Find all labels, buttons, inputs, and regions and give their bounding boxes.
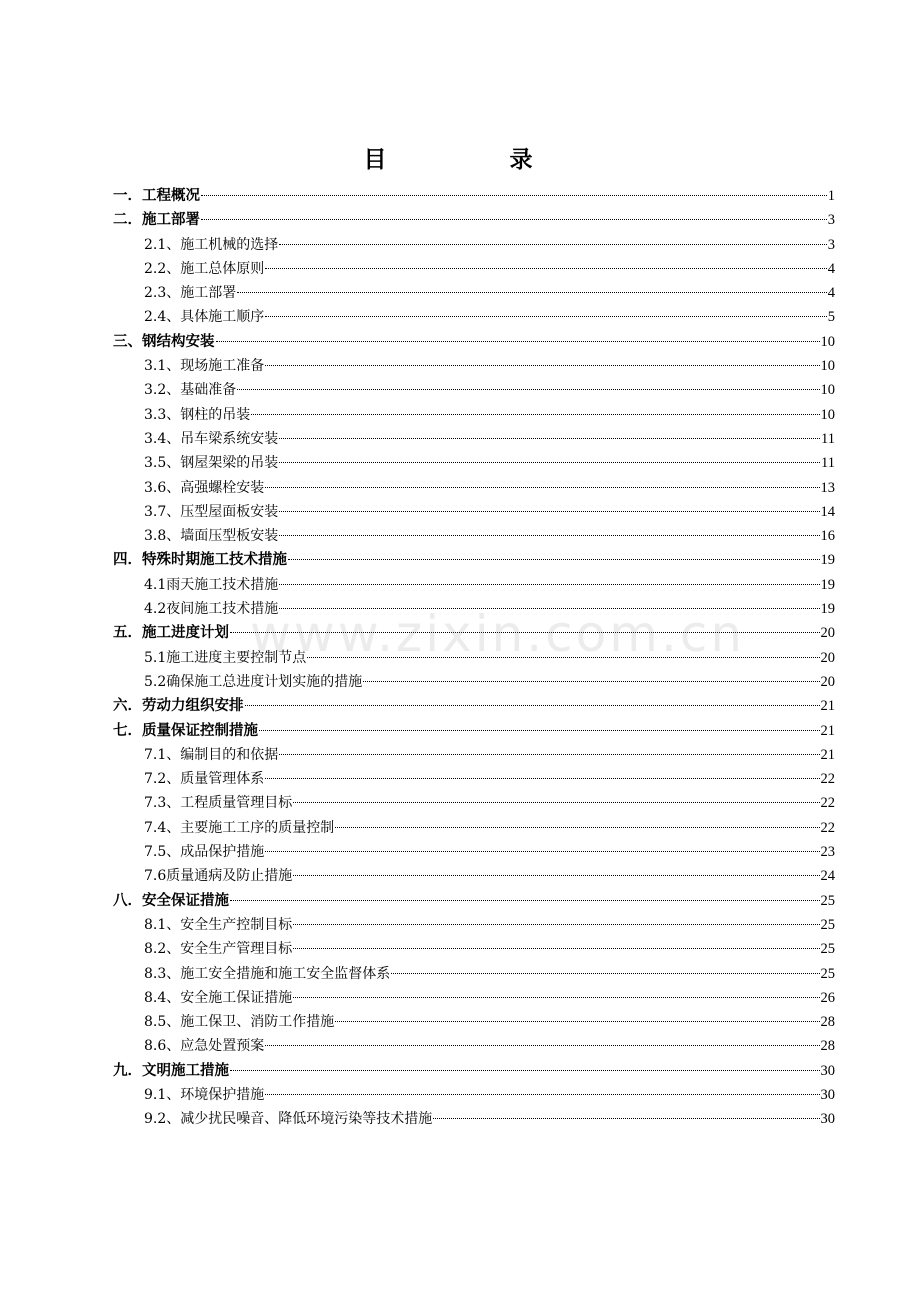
toc-entry-label: 7.6质量通病及防止措施 [144,868,293,885]
toc-dot-leader [335,1021,819,1022]
toc-section-entry[interactable] [113,451,835,475]
toc-page-number: 11 [821,430,835,447]
toc-page-number: 30 [820,1086,835,1103]
toc-page-number: 22 [820,795,835,812]
toc-entry-label: 7.3、工程质量管理目标 [144,795,293,812]
toc-page-number: 19 [820,601,835,618]
toc-section-entry[interactable] [113,257,835,281]
toc-entry-label: 四．特殊时期施工技术措施 [113,552,287,569]
toc-chapter-entry[interactable] [113,1059,835,1083]
toc-page-number: 14 [820,503,835,520]
toc-chapter-entry[interactable] [113,694,835,718]
toc-page-number: 25 [820,892,835,909]
toc-entry-label: 8.2、安全生产管理目标 [144,941,293,958]
toc-page-number: 4 [827,260,835,277]
toc-dot-leader [237,389,819,390]
toc-entry-label: 六．劳动力组织安排 [113,698,244,715]
toc-page-number: 20 [820,673,835,690]
toc-page-number: 19 [820,576,835,593]
toc-dot-leader [265,487,819,488]
toc-entry-label: 8.4、安全施工保证措施 [144,989,293,1006]
toc-page-number: 10 [820,382,835,399]
toc-page-number: 11 [821,455,835,472]
toc-entry-label: 八．安全保证措施 [113,892,229,909]
toc-entry-label: 七．质量保证控制措施 [113,722,258,739]
toc-entry-label: 8.1、安全生产控制目标 [144,916,293,933]
toc-section-entry[interactable] [113,864,835,888]
toc-page-number: 28 [820,1014,835,1031]
toc-dot-leader [265,268,826,269]
page-title: 目 录 [363,147,583,173]
toc-dot-leader [265,316,826,317]
toc-entry-label: 8.3、施工安全措施和施工安全监督体系 [144,965,391,982]
toc-section-entry[interactable] [113,1034,835,1058]
toc-page-number: 23 [820,844,835,861]
toc-section-entry[interactable] [113,646,835,670]
toc-page-number: 21 [820,722,835,739]
toc-entry-label: 九．文明施工措施 [113,1062,229,1079]
toc-entry-label: 3.1、现场施工准备 [144,358,265,375]
toc-dot-leader [391,973,819,974]
toc-section-entry[interactable] [113,816,835,840]
toc-dot-leader [237,292,826,293]
toc-page-number: 28 [820,1038,835,1055]
toc-dot-leader [293,924,819,925]
toc-entry-label: 3.6、高强螺栓安装 [144,479,265,496]
toc-page-number: 21 [820,746,835,763]
toc-entry-label: 三、钢结构安装 [113,333,215,350]
toc-chapter-entry[interactable] [113,208,835,232]
toc-section-entry[interactable] [113,354,835,378]
toc-entry-label: 7.4、主要施工工序的质量控制 [144,819,335,836]
toc-chapter-entry[interactable] [113,889,835,913]
toc-dot-leader [279,584,819,585]
toc-chapter-entry[interactable] [113,621,835,645]
toc-page-number: 3 [827,236,835,253]
toc-dot-leader [335,827,819,828]
toc-page-number: 1 [827,188,835,204]
toc-page-number: 30 [820,1111,835,1128]
toc-page-number: 22 [820,771,835,788]
toc-section-entry[interactable] [113,427,835,451]
table-of-contents [113,184,835,1132]
toc-dot-leader [230,632,820,633]
toc-section-entry[interactable] [113,1010,835,1034]
toc-entry-label: 5.2确保施工总进度计划实施的措施 [144,673,363,690]
toc-page-number: 25 [820,916,835,933]
watermark: www.zixin.com.cn [250,605,746,663]
toc-page-number: 20 [820,649,835,666]
toc-entry-label: 9.1、环境保护措施 [144,1086,265,1103]
toc-dot-leader [245,705,820,706]
toc-chapter-entry[interactable] [113,719,835,743]
toc-entry-label: 一．工程概况 [113,188,200,204]
toc-dot-leader [279,608,819,609]
toc-page-number: 30 [820,1062,835,1079]
toc-dot-leader [230,1070,820,1071]
toc-page-number: 21 [820,698,835,715]
toc-section-entry[interactable] [113,597,835,621]
toc-entry-label: 4.1雨天施工技术措施 [144,576,279,593]
toc-section-entry[interactable] [113,913,835,937]
toc-entry-label: 3.4、吊车梁系统安装 [144,430,279,447]
toc-entry-label: 2.1、施工机械的选择 [144,236,279,253]
toc-section-entry[interactable] [113,524,835,548]
toc-entry-label: 3.3、钢柱的吊装 [144,406,251,423]
toc-page-number: 16 [820,528,835,545]
toc-section-entry[interactable] [113,670,835,694]
toc-entry-label: 4.2夜间施工技术措施 [144,601,279,618]
toc-section-entry[interactable] [113,1083,835,1107]
toc-entry-label: 8.5、施工保卫、消防工作措施 [144,1014,335,1031]
toc-dot-leader [363,681,819,682]
toc-dot-leader [259,730,820,731]
toc-entry-label: 5.1施工进度主要控制节点 [144,649,307,666]
toc-section-entry[interactable] [113,986,835,1010]
toc-dot-leader [293,875,819,876]
toc-dot-leader [265,1094,819,1095]
toc-page-number: 3 [827,212,835,229]
toc-entry-label: 7.5、成品保护措施 [144,844,265,861]
toc-dot-leader [279,438,820,439]
toc-dot-leader [279,535,819,536]
toc-dot-leader [265,1045,819,1046]
toc-dot-leader [265,778,819,779]
toc-entry-label: 二．施工部署 [113,212,200,229]
toc-page-number: 10 [820,406,835,423]
toc-entry-label: 8.6、应急处置预案 [144,1038,265,1055]
toc-dot-leader [279,754,819,755]
toc-section-entry[interactable] [113,476,835,500]
toc-dot-leader [293,802,819,803]
toc-dot-leader [279,462,820,463]
toc-chapter-entry[interactable] [113,184,835,208]
toc-section-entry[interactable] [113,305,835,329]
toc-section-entry[interactable] [113,791,835,815]
toc-entry-label: 3.2、基础准备 [144,382,237,399]
toc-dot-leader [288,559,820,560]
toc-dot-leader [433,1118,819,1119]
toc-entry-label: 3.7、压型屋面板安装 [144,503,279,520]
toc-section-entry[interactable] [113,767,835,791]
toc-section-entry[interactable] [113,937,835,961]
toc-dot-leader [293,997,819,998]
toc-dot-leader [216,341,820,342]
toc-dot-leader [279,244,826,245]
toc-section-entry[interactable] [113,962,835,986]
toc-section-entry[interactable] [113,1107,835,1131]
toc-page-number: 26 [820,989,835,1006]
toc-page-number: 24 [820,868,835,885]
toc-dot-leader [251,414,819,415]
toc-entry-label: 五．施工进度计划 [113,625,229,642]
toc-section-entry[interactable] [113,573,835,597]
toc-page-number: 5 [827,309,835,326]
toc-entry-label: 2.4、具体施工顺序 [144,309,265,326]
toc-section-entry[interactable] [113,403,835,427]
toc-page-number: 10 [820,358,835,375]
toc-entry-label: 7.1、编制目的和依据 [144,746,279,763]
toc-page-number: 22 [820,819,835,836]
toc-dot-leader [279,511,819,512]
toc-entry-label: 3.8、墙面压型板安装 [144,528,279,545]
toc-dot-leader [293,948,819,949]
toc-page-number: 25 [820,941,835,958]
toc-section-entry[interactable] [113,233,835,257]
toc-section-entry[interactable] [113,281,835,305]
toc-entry-label: 9.2、减少扰民噪音、降低环境污染等技术措施 [144,1111,433,1128]
toc-chapter-entry[interactable] [113,548,835,572]
toc-page-number: 13 [820,479,835,496]
toc-dot-leader [307,657,819,658]
toc-dot-leader [201,195,827,196]
toc-section-entry[interactable] [113,378,835,402]
toc-section-entry[interactable] [113,743,835,767]
toc-section-entry[interactable] [113,500,835,524]
toc-page-number: 10 [820,333,835,350]
toc-page-number: 4 [827,285,835,302]
toc-dot-leader [201,219,827,220]
toc-page-number: 25 [820,965,835,982]
toc-page-number: 20 [820,625,835,642]
toc-dot-leader [265,851,819,852]
toc-entry-label: 3.5、钢屋架梁的吊装 [144,455,279,472]
toc-dot-leader [265,365,819,366]
toc-section-entry[interactable] [113,840,835,864]
toc-chapter-entry[interactable] [113,330,835,354]
toc-entry-label: 2.2、施工总体原则 [144,260,265,277]
toc-page-number: 19 [820,552,835,569]
toc-entry-label: 7.2、质量管理体系 [144,771,265,788]
toc-dot-leader [230,900,820,901]
toc-entry-label: 2.3、施工部署 [144,285,237,302]
